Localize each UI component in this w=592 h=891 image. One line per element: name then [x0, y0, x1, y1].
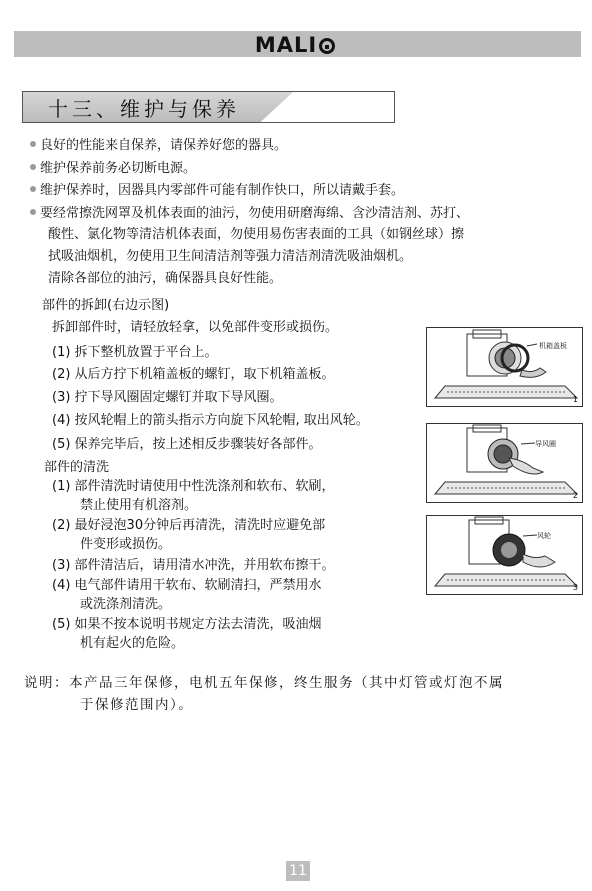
figure-label: 风轮 — [537, 532, 551, 540]
cleaning-line: 禁止使用有机溶剂。 — [80, 498, 198, 513]
cleaning-line: (1) 部件清洗时请使用中性洗涤剂和软布、软刷， — [52, 479, 335, 494]
section-title: 十三、维护与保养 — [48, 97, 240, 121]
bullet-item: 要经常擦洗网罩及机体表面的油污，勿使用研磨海绵、含沙清洁剂、苏打、 — [30, 205, 469, 223]
note-prefix: 说明： — [24, 675, 69, 691]
bullet-item: 维护保养时，因器具内零部件可能有制作快口，所以请戴手套。 — [30, 182, 404, 200]
bullet-dot-icon — [30, 164, 36, 170]
disassembly-step: (1) 拆下整机放置于平台上。 — [52, 345, 218, 360]
figure-label: 机箱盖板 — [539, 342, 567, 350]
bullet-continuation: 酸性、氯化物等清洁机体表面，勿使用易伤害表面的工具（如钢丝球）擦 — [48, 227, 465, 242]
cleaning-line: (2) 最好浸泡30分钟后再清洗，清洗时应避免部 — [52, 518, 326, 533]
bullet-item: 良好的性能来自保养，请保养好您的器具。 — [30, 137, 287, 155]
cleaning-heading: 部件的清洗 — [44, 460, 110, 475]
figure-3 — [426, 515, 583, 595]
range-hood-cover-illustration — [427, 328, 582, 406]
figure-2 — [426, 423, 583, 503]
brand-text: MALI — [254, 33, 318, 57]
brand-o-icon — [319, 38, 335, 54]
bullet-item: 维护保养前务必切断电源。 — [30, 160, 196, 178]
note-text: 本产品三年保修，电机五年保修，终生服务（其中灯管或灯泡不属 — [69, 675, 504, 691]
figure-1 — [426, 327, 583, 407]
fan-wheel-illustration — [427, 516, 582, 594]
cleaning-line: (4) 电气部件请用干软布、软刷清扫，严禁用水 — [52, 578, 322, 593]
disassembly-step: (5) 保养完毕后，按上述相反步骤装好各部件。 — [52, 437, 322, 452]
note-line-2: 于保修范围内）。 — [80, 697, 194, 713]
figure-number: 3 — [572, 583, 578, 592]
disassembly-intro: 拆卸部件时，请轻放轻拿，以免部件变形或损伤。 — [52, 320, 339, 335]
disassembly-step: (3) 拧下导风圈固定螺钉并取下导风圈。 — [52, 390, 283, 405]
air-guide-ring-illustration — [427, 424, 582, 502]
bullet-continuation: 清除各部位的油污，确保器具良好性能。 — [48, 271, 283, 286]
cleaning-line: 件变形或损伤。 — [80, 537, 172, 552]
cleaning-line: (5) 如果不按本说明书规定方法去清洗，吸油烟 — [52, 617, 322, 632]
note-line-1 — [24, 673, 504, 693]
disassembly-step: (2) 从后方拧下机箱盖板的螺钉，取下机箱盖板。 — [52, 367, 335, 382]
disassembly-step: (4) 按风轮帽上的箭头指示方向旋下风轮帽, 取出风轮。 — [52, 413, 369, 428]
bullet-continuation: 拭吸油烟机，勿使用卫生间清洁剂等强力清洁剂清洗吸油烟机。 — [48, 249, 413, 264]
bullet-dot-icon — [30, 141, 36, 147]
cleaning-line: (3) 部件清洁后，请用清水冲洗，并用软布擦干。 — [52, 558, 335, 573]
bullet-dot-icon — [30, 209, 36, 215]
cleaning-line: 机有起火的危险。 — [80, 636, 185, 651]
disassembly-heading: 部件的拆卸(右边示图) — [42, 298, 170, 313]
bullet-dot-icon — [30, 186, 36, 192]
brand-logo — [220, 33, 370, 57]
page-number: 11 — [286, 861, 310, 881]
cleaning-line: 或洗涤剂清洗。 — [80, 597, 172, 612]
figure-label: 导风圈 — [535, 440, 556, 448]
figure-number: 2 — [572, 491, 578, 500]
figure-number: 1 — [572, 395, 578, 404]
